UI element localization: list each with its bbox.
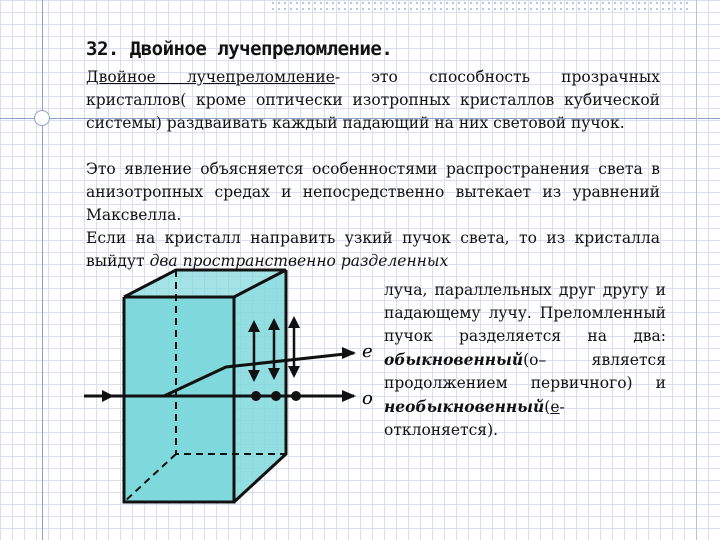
e-letter: е — [550, 398, 560, 416]
ray-description — [384, 279, 666, 442]
experiment-italic: два пространственно разделенных — [149, 252, 449, 270]
decor-right-line — [696, 0, 697, 540]
explanation-paragraph: Это явление объясняется особенностями распространения света в анизотропных средах и непосредственно вытекает из уравнений Максвелла. — [86, 160, 660, 224]
desc-part-2: – является продолжением первичного) и — [384, 351, 666, 392]
o-letter: (o — [523, 351, 539, 369]
label-o: o — [362, 388, 373, 409]
decor-vertical-line — [42, 0, 43, 540]
desc-part-3: - отклоняется). — [384, 398, 565, 439]
term-extraordinary: необыкновенный — [384, 397, 545, 416]
prism-front-face — [124, 297, 234, 502]
crystal-figure — [84, 262, 374, 504]
decor-dotted-band — [270, 0, 690, 14]
desc-part-1: луча, параллельных друг другу и падающему лучу. Преломленный пучок разделяется на два: — [384, 281, 666, 345]
decor-circle — [34, 110, 50, 126]
label-e: e — [362, 341, 373, 362]
prism-side-face — [234, 270, 286, 502]
definition-paragraph — [86, 66, 660, 135]
polarization-dots — [251, 391, 301, 401]
term-ordinary: обыкновенный — [384, 350, 524, 369]
slide-title: 32. Двойное лучепреломление. — [86, 38, 393, 60]
term-birefringence: Двойное лучепреломление — [86, 68, 335, 86]
experiment-text: Если на кристалл направить узкий пучок света, то из кристалла выйдут — [86, 229, 660, 270]
e-paren: ( — [544, 398, 551, 416]
definition-text: - это способность прозрачных кристаллов( кроме оптически изотропных кристаллов кубической системы) раздваивать каждый падающий на них световой пучок. — [86, 68, 661, 132]
